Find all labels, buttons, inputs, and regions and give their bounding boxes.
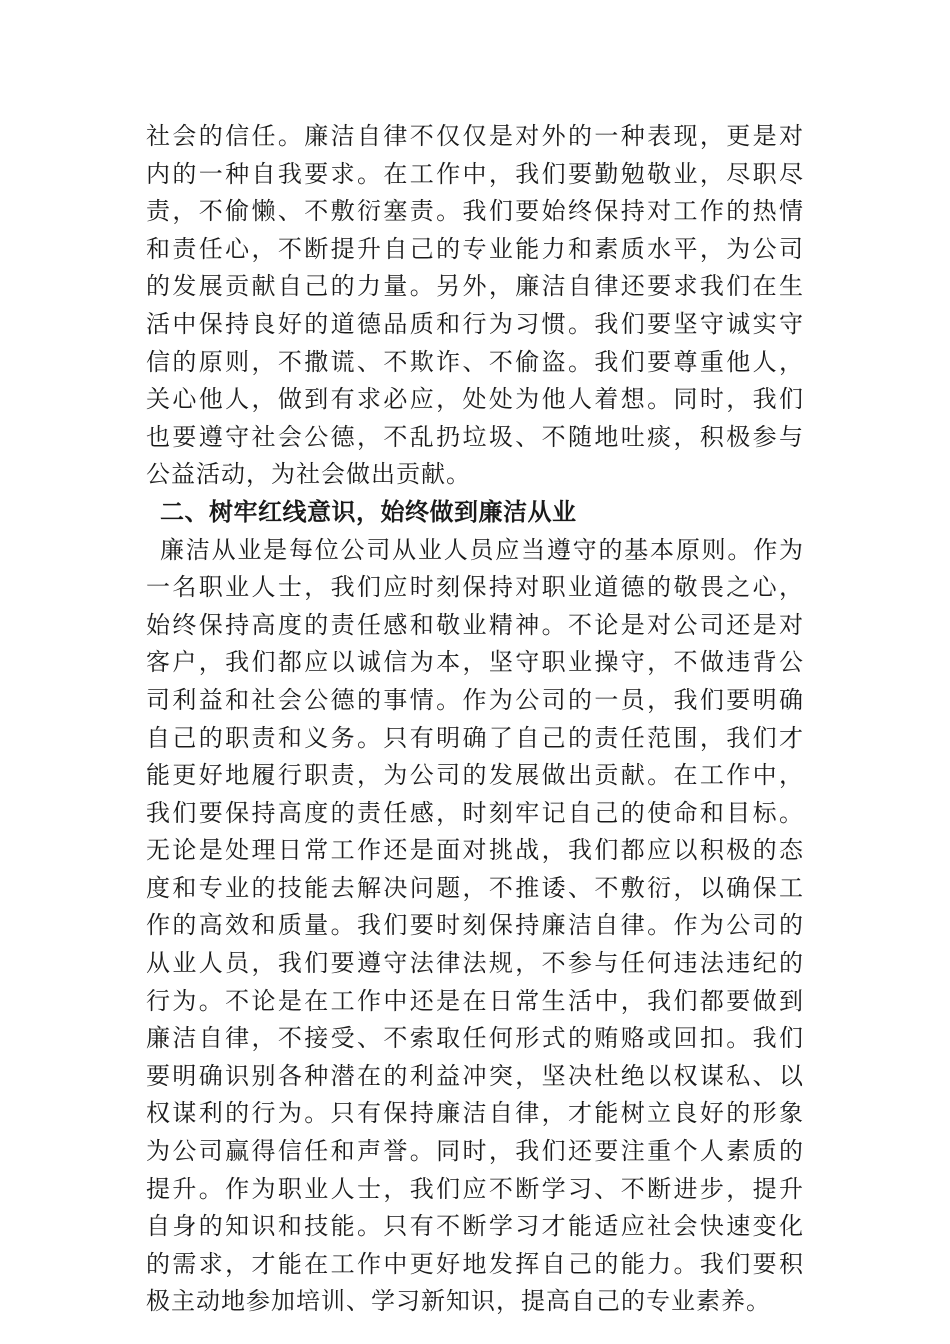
text-line: 始终保持高度的责任感和敬业精神。不论是对公司还是对 (146, 610, 804, 639)
text-line: 责，不偷懒、不敷衍塞责。我们要始终保持对工作的热情 (146, 197, 804, 226)
text-line: 提升。作为职业人士，我们应不断学习、不断进步，提升 (146, 1174, 804, 1203)
text-line: 信的原则，不撒谎、不欺诈、不偷盗。我们要尊重他人， (146, 347, 804, 376)
text-line: 廉洁从业是每位公司从业人员应当遵守的基本原则。作为 (160, 535, 804, 564)
text-line: 关心他人，做到有求必应，处处为他人着想。同时，我们 (146, 385, 804, 414)
text-line: 极主动地参加培训、学习新知识，提高自己的专业素养。 (146, 1287, 771, 1316)
text-line: 能更好地履行职责，为公司的发展做出贡献。在工作中， (146, 761, 804, 790)
text-line: 活中保持良好的道德品质和行为习惯。我们要坚守诚实守 (146, 309, 804, 338)
text-line: 客户，我们都应以诚信为本，坚守职业操守，不做违背公 (146, 648, 804, 677)
text-line: 的需求，才能在工作中更好地发挥自己的能力。我们要积 (146, 1249, 804, 1278)
paragraph-2 (146, 532, 804, 1321)
paragraph-1 (146, 118, 804, 494)
text-line: 行为。不论是在工作中还是在日常生活中，我们都要做到 (146, 986, 804, 1015)
text-line: 一名职业人士，我们应时刻保持对职业道德的敬畏之心， (146, 573, 804, 602)
section-heading: 二、树牢红线意识，始终做到廉洁从业 (160, 497, 577, 526)
text-line: 也要遵守社会公德，不乱扔垃圾、不随地吐痰，积极参与 (146, 422, 804, 451)
text-line: 权谋利的行为。只有保持廉洁自律，才能树立良好的形象 (146, 1099, 804, 1128)
text-line: 社会的信任。廉洁自律不仅仅是对外的一种表现，更是对 (146, 122, 804, 150)
text-line: 我们要保持高度的责任感，时刻牢记自己的使命和目标。 (146, 798, 804, 827)
text-line: 内的一种自我要求。在工作中，我们要勤勉敬业，尽职尽 (146, 159, 804, 188)
text-line: 廉洁自律，不接受、不索取任何形式的贿赂或回扣。我们 (146, 1024, 804, 1053)
text-line: 自己的职责和义务。只有明确了自己的责任范围，我们才 (146, 723, 804, 752)
text-line: 无论是处理日常工作还是面对挑战，我们都应以积极的态 (146, 836, 804, 865)
text-line: 和责任心，不断提升自己的专业能力和素质水平，为公司 (146, 234, 804, 263)
text-line: 自身的知识和技能。只有不断学习才能适应社会快速变化 (146, 1212, 804, 1241)
text-line: 公益活动，为社会做出贡献。 (146, 460, 471, 489)
text-line: 作的高效和质量。我们要时刻保持廉洁自律。作为公司的 (146, 911, 804, 940)
text-line: 从业人员，我们要遵守法律法规，不参与任何违法违纪的 (146, 949, 804, 978)
text-line: 为公司赢得信任和声誉。同时，我们还要注重个人素质的 (146, 1137, 804, 1166)
text-line: 度和专业的技能去解决问题，不推诿、不敷衍，以确保工 (146, 873, 804, 902)
text-line: 司利益和社会公德的事情。作为公司的一员，我们要明确 (146, 685, 804, 714)
text-line: 要明确识别各种潜在的利益冲突，坚决杜绝以权谋私、以 (146, 1061, 804, 1090)
text-line: 的发展贡献自己的力量。另外，廉洁自律还要求我们在生 (146, 272, 804, 301)
